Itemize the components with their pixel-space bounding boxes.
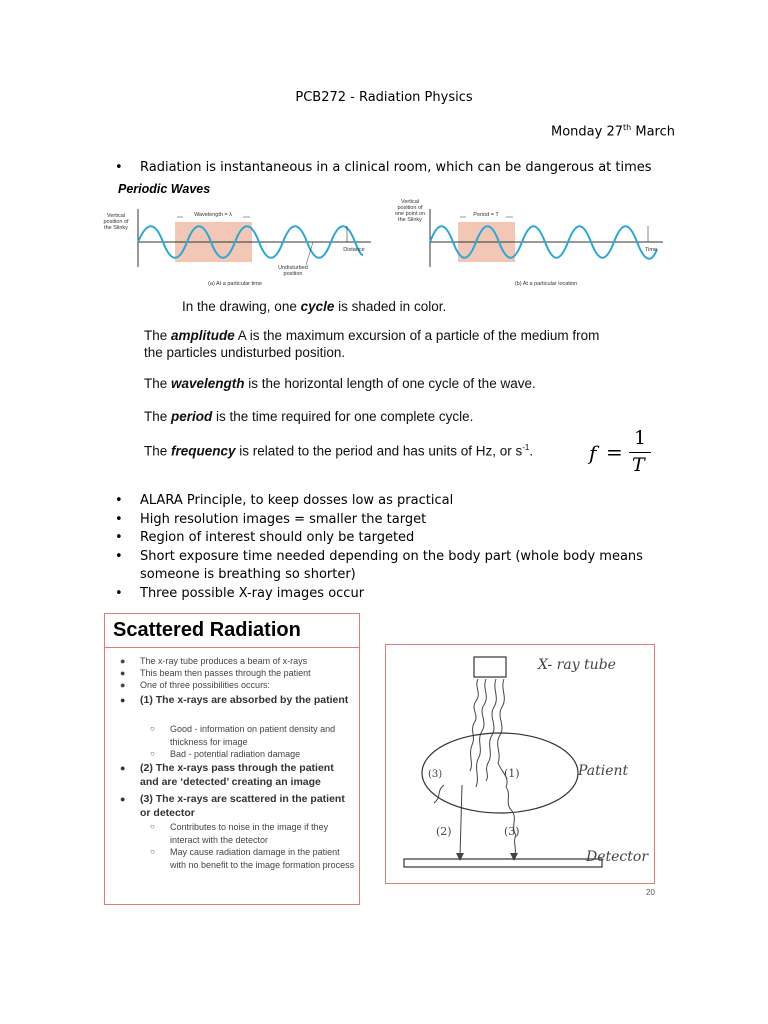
left-band-label: Wavelength = λ [183,212,243,218]
sr-bold-item: (2) The x-rays pass through the patient and are ‘detected’ creating an image [140,762,334,788]
date-prefix: Monday 27 [551,124,624,140]
sr-sub-item: Bad - potential radiation damage [170,749,301,759]
bullet-item: • High resolution images = smaller the target [114,511,644,530]
formula-denominator: T [632,454,645,476]
xray-beam-path [476,679,486,787]
tube-label: X- ray tube [538,657,616,673]
bullet-item: • Three possible X-ray images occur [114,585,644,604]
periodic-waves-figure [91,179,667,487]
sr-sub-item: Contributes to noise in the image if they interact with the detector [170,822,329,845]
label-1: (1) [504,767,520,780]
formula-lhs: f [589,441,597,465]
frequency-sentence: The frequency is related to the period and has units of Hz, or $s^{-1}$. [144,443,534,459]
xray-tube-shape [474,657,506,677]
wavelength-sentence: The wavelength is the horizontal length of one cycle of the wave. [144,376,536,391]
scattered-radiation-title-box [104,613,360,648]
scatter-ray [506,787,516,857]
scattered-radiation-title: Scattered Radiation [113,619,301,641]
bullet-item: • Short exposure time needed depending on the body part (whole body means someone is breathing so shorter) [114,548,644,585]
right-x-label: Time [644,247,658,253]
bullet-item: • Radiation is instantaneous in a clinical room, which can be dangerous at times [114,159,674,178]
label-2: (2) [436,825,452,838]
bullet-item: • ALARA Principle, to keep dosses low as practical [114,492,644,511]
sr-bold-item: (3) The x-rays are scattered in the patient or detector [140,793,345,819]
scattered-radiation-list: ● The x-ray tube produces a beam of x-rays ● This beam then passes through the patient ● One of three possibilities occurs: ● (1) The x-rays are absorbed by the patient ○ Good - information on patient density and thickness for image ○ Bad - potential radiation damage ● (2) The x-rays pass through the patient and are ‘detected’ creating an image ● (3) The x-rays are scattered in the patient or detector ○ Contributes to noise in the image if they interact with the detector ○ May cause radiation damage in the patient with no benefit to the image formation process [120,656,355,870]
formula-numerator: 1 [634,427,647,449]
amplitude-sentence: The amplitude A is the maximum excursion of a particle of the medium from the particles undisturbed position. [144,328,600,360]
right-band-label: Period = T [466,212,506,218]
right-y-label: Vertical position of one point on the Slinky [394,199,426,223]
ray-arrowhead [510,853,518,861]
date-suffix: March [631,124,675,140]
sr-item: The x-ray tube produces a beam of x-rays [140,656,308,666]
xray-beam-path [486,679,496,781]
ray-arrowhead [456,853,464,861]
right-caption: (b) At a particular location [514,281,578,287]
document-title: PCB272 - Radiation Physics [295,90,473,105]
figure-title: Periodic Waves [118,182,211,196]
formula-fraction-bar [629,452,651,453]
ray-through-patient [460,785,462,857]
detector-label: Detector [586,849,649,865]
sr-sub-item: May cause radiation damage in the patient with no benefit to the image formation process [170,847,355,870]
patient-label: Patient [578,763,629,779]
document-date [551,123,675,139]
left-caption: (a) At a particular time [208,281,262,287]
xray-beam-path [470,679,478,771]
label-3-left: (3) [428,769,443,780]
frequency-formula [589,429,659,477]
undisturbed-label: Undisturbed position [278,265,308,277]
formula-equals: = [606,440,623,464]
xray-sketch-box [385,644,655,884]
sr-item: This beam then passes through the patient [140,668,311,678]
sr-bold-item: (1) The x-rays are absorbed by the patient [140,694,349,706]
sr-sub-item: Good - information on patient density and thickness for image [170,724,336,747]
label-3-right: (3) [504,825,520,838]
period-sentence: The period is the time required for one complete cycle. [144,409,474,424]
middle-bullet-list [114,492,644,603]
left-x-label: Distance [343,247,365,253]
left-y-label: Vertical position of the Slinky [103,213,129,231]
bullet-item: • Region of interest should only be targeted [114,529,644,548]
slide-page-number: 20 [646,888,655,897]
patient-ellipse [422,733,578,813]
sr-item: One of three possibilities occurs: [140,680,271,690]
top-bullet-list [114,159,674,178]
detector-bar [404,859,602,867]
cycle-sentence: In the drawing, one cycle is shaded in color. [182,299,447,314]
date-superscript: th [623,123,632,132]
